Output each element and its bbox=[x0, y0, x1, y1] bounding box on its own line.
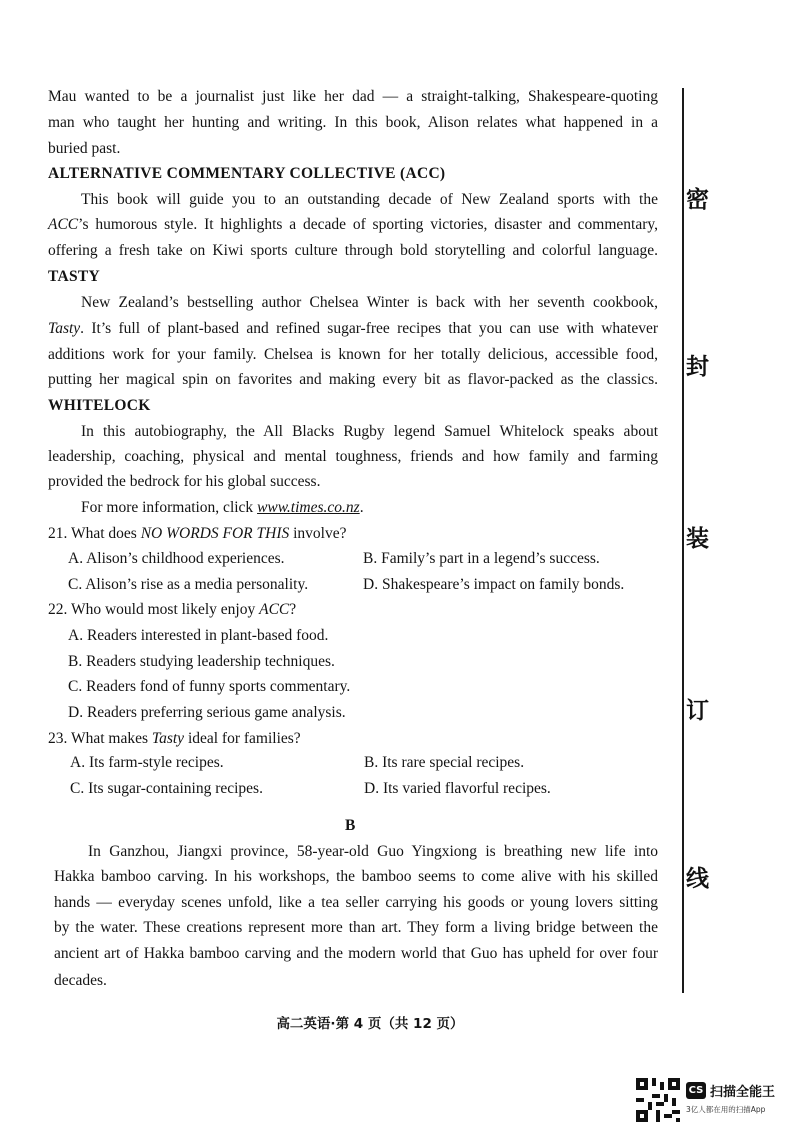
q22-option-d: D. Readers preferring serious game analysis. bbox=[68, 704, 346, 721]
acc-title-italic: ACC bbox=[48, 216, 79, 233]
section-b-label: B bbox=[345, 817, 356, 834]
tasty-line-2-rest: . It’s full of plant-based and refined sugar-free recipes that you can use with whatever bbox=[80, 320, 658, 337]
section-b-line-3: hands — everyday scenes unfold, like a tea seller carrying his goods or young lovers sitting bbox=[54, 894, 658, 911]
q21-stem-end: involve? bbox=[293, 525, 347, 542]
whitelock-line-1: In this autobiography, the All Blacks Rugby legend Samuel Whitelock speaks about bbox=[81, 423, 658, 440]
more-info-end: . bbox=[359, 499, 364, 516]
tasty-heading: TASTY bbox=[48, 268, 101, 285]
qr-code-icon bbox=[636, 1078, 680, 1122]
q23-book-title: Tasty bbox=[151, 730, 185, 747]
q21-option-a: A. Alison’s childhood experiences. bbox=[68, 550, 285, 567]
binding-char-mi: 密 bbox=[686, 187, 709, 213]
question-22 bbox=[48, 600, 296, 620]
q23-stem-end: ideal for families? bbox=[187, 730, 301, 747]
q22-option-a: A. Readers interested in plant-based food. bbox=[68, 627, 329, 644]
q22-stem: 22. Who would most likely enjoy bbox=[48, 601, 256, 618]
q23-stem: 23. What makes bbox=[48, 730, 149, 747]
section-b-line-5: ancient art of Hakka bamboo carving and the modern world that Guo has upheld for over four bbox=[54, 945, 658, 962]
tasty-title-italic: Tasty bbox=[48, 320, 81, 337]
page-footer: 高二英语·第 4 页（共 12 页） bbox=[276, 1016, 464, 1032]
camscanner-logo-icon: CS bbox=[686, 1082, 706, 1099]
intro-line-1: Mau wanted to be a journalist just like her dad — a straight-talking, Shakespeare-quoting bbox=[48, 88, 658, 105]
q21-stem: 21. What does bbox=[48, 525, 137, 542]
scanner-app-name: 扫描全能王 bbox=[710, 1085, 776, 1100]
acc-line-2-rest: ’s humorous style. It highlights a decade of sporting victories, disaster and commentary, bbox=[78, 216, 658, 233]
q23-option-d: D. Its varied flavorful recipes. bbox=[364, 780, 551, 797]
times-link[interactable]: www.times.co.nz bbox=[257, 499, 360, 516]
section-b-line-6: decades. bbox=[54, 972, 107, 989]
whitelock-line-3: provided the bedrock for his global success. bbox=[48, 473, 321, 490]
q23-option-a: A. Its farm-style recipes. bbox=[70, 754, 224, 771]
q22-stem-end: ? bbox=[289, 601, 297, 618]
acc-line-3: offering a fresh take on Kiwi sports culture through bold storytelling and colorful language. bbox=[48, 242, 658, 259]
q23-option-b: B. Its rare special recipes. bbox=[364, 754, 525, 771]
whitelock-heading: WHITELOCK bbox=[48, 397, 151, 414]
q22-option-b: B. Readers studying leadership techniques. bbox=[68, 653, 335, 670]
acc-line-2 bbox=[48, 215, 658, 235]
acc-line-1: This book will guide you to an outstanding decade of New Zealand sports with the bbox=[81, 191, 658, 208]
q23-option-c: C. Its sugar-containing recipes. bbox=[70, 780, 263, 797]
intro-line-3: buried past. bbox=[48, 140, 121, 157]
more-info-text: For more information, click bbox=[81, 499, 254, 516]
binding-char-zhuang: 装 bbox=[686, 526, 709, 552]
whitelock-line-2: leadership, coaching, physical and mental toughness, friends and how family and farming bbox=[48, 448, 658, 465]
section-b-line-1: In Ganzhou, Jiangxi province, 58-year-old Guo Yingxiong is breathing new life into bbox=[88, 843, 658, 860]
intro-line-2: man who taught her hunting and writing. In this book, Alison relates what happened in a bbox=[48, 114, 658, 131]
tasty-line-3: additions work for your family. Chelsea is known for her totally delicious, accessible food, bbox=[48, 346, 658, 363]
section-b-line-4: by the water. These creations represent more than art. They form a living bridge between the bbox=[54, 919, 658, 936]
q21-option-c: C. Alison’s rise as a media personality. bbox=[68, 576, 309, 593]
question-21 bbox=[48, 524, 346, 544]
tasty-line-1: New Zealand’s bestselling author Chelsea Winter is back with her seventh cookbook, bbox=[81, 294, 658, 311]
binding-line bbox=[682, 88, 684, 993]
more-info-line bbox=[81, 498, 364, 518]
q21-option-d: D. Shakespeare’s impact on family bonds. bbox=[363, 576, 625, 593]
question-23 bbox=[48, 729, 301, 749]
binding-char-xian: 线 bbox=[686, 866, 709, 892]
q22-book-title: ACC bbox=[259, 601, 290, 618]
acc-heading: ALTERNATIVE COMMENTARY COLLECTIVE (ACC) bbox=[48, 165, 446, 182]
binding-char-ding: 订 bbox=[686, 698, 709, 724]
q22-option-c: C. Readers fond of funny sports commentary. bbox=[68, 678, 351, 695]
scanner-watermark bbox=[636, 1076, 786, 1124]
binding-char-feng: 封 bbox=[686, 354, 709, 380]
q21-option-b: B. Family’s part in a legend’s success. bbox=[363, 550, 600, 567]
tasty-line-2 bbox=[48, 319, 658, 339]
scanner-tagline: 3亿人都在用的扫描App bbox=[686, 1105, 766, 1114]
section-b-line-2: Hakka bamboo carving. In his workshops, the bamboo seems to come alive with his skilled bbox=[54, 868, 658, 885]
tasty-line-4: putting her magical spin on favorites and making every bit as flavor-packed as the classics. bbox=[48, 371, 658, 388]
q21-book-title: NO WORDS FOR THIS bbox=[140, 525, 290, 542]
